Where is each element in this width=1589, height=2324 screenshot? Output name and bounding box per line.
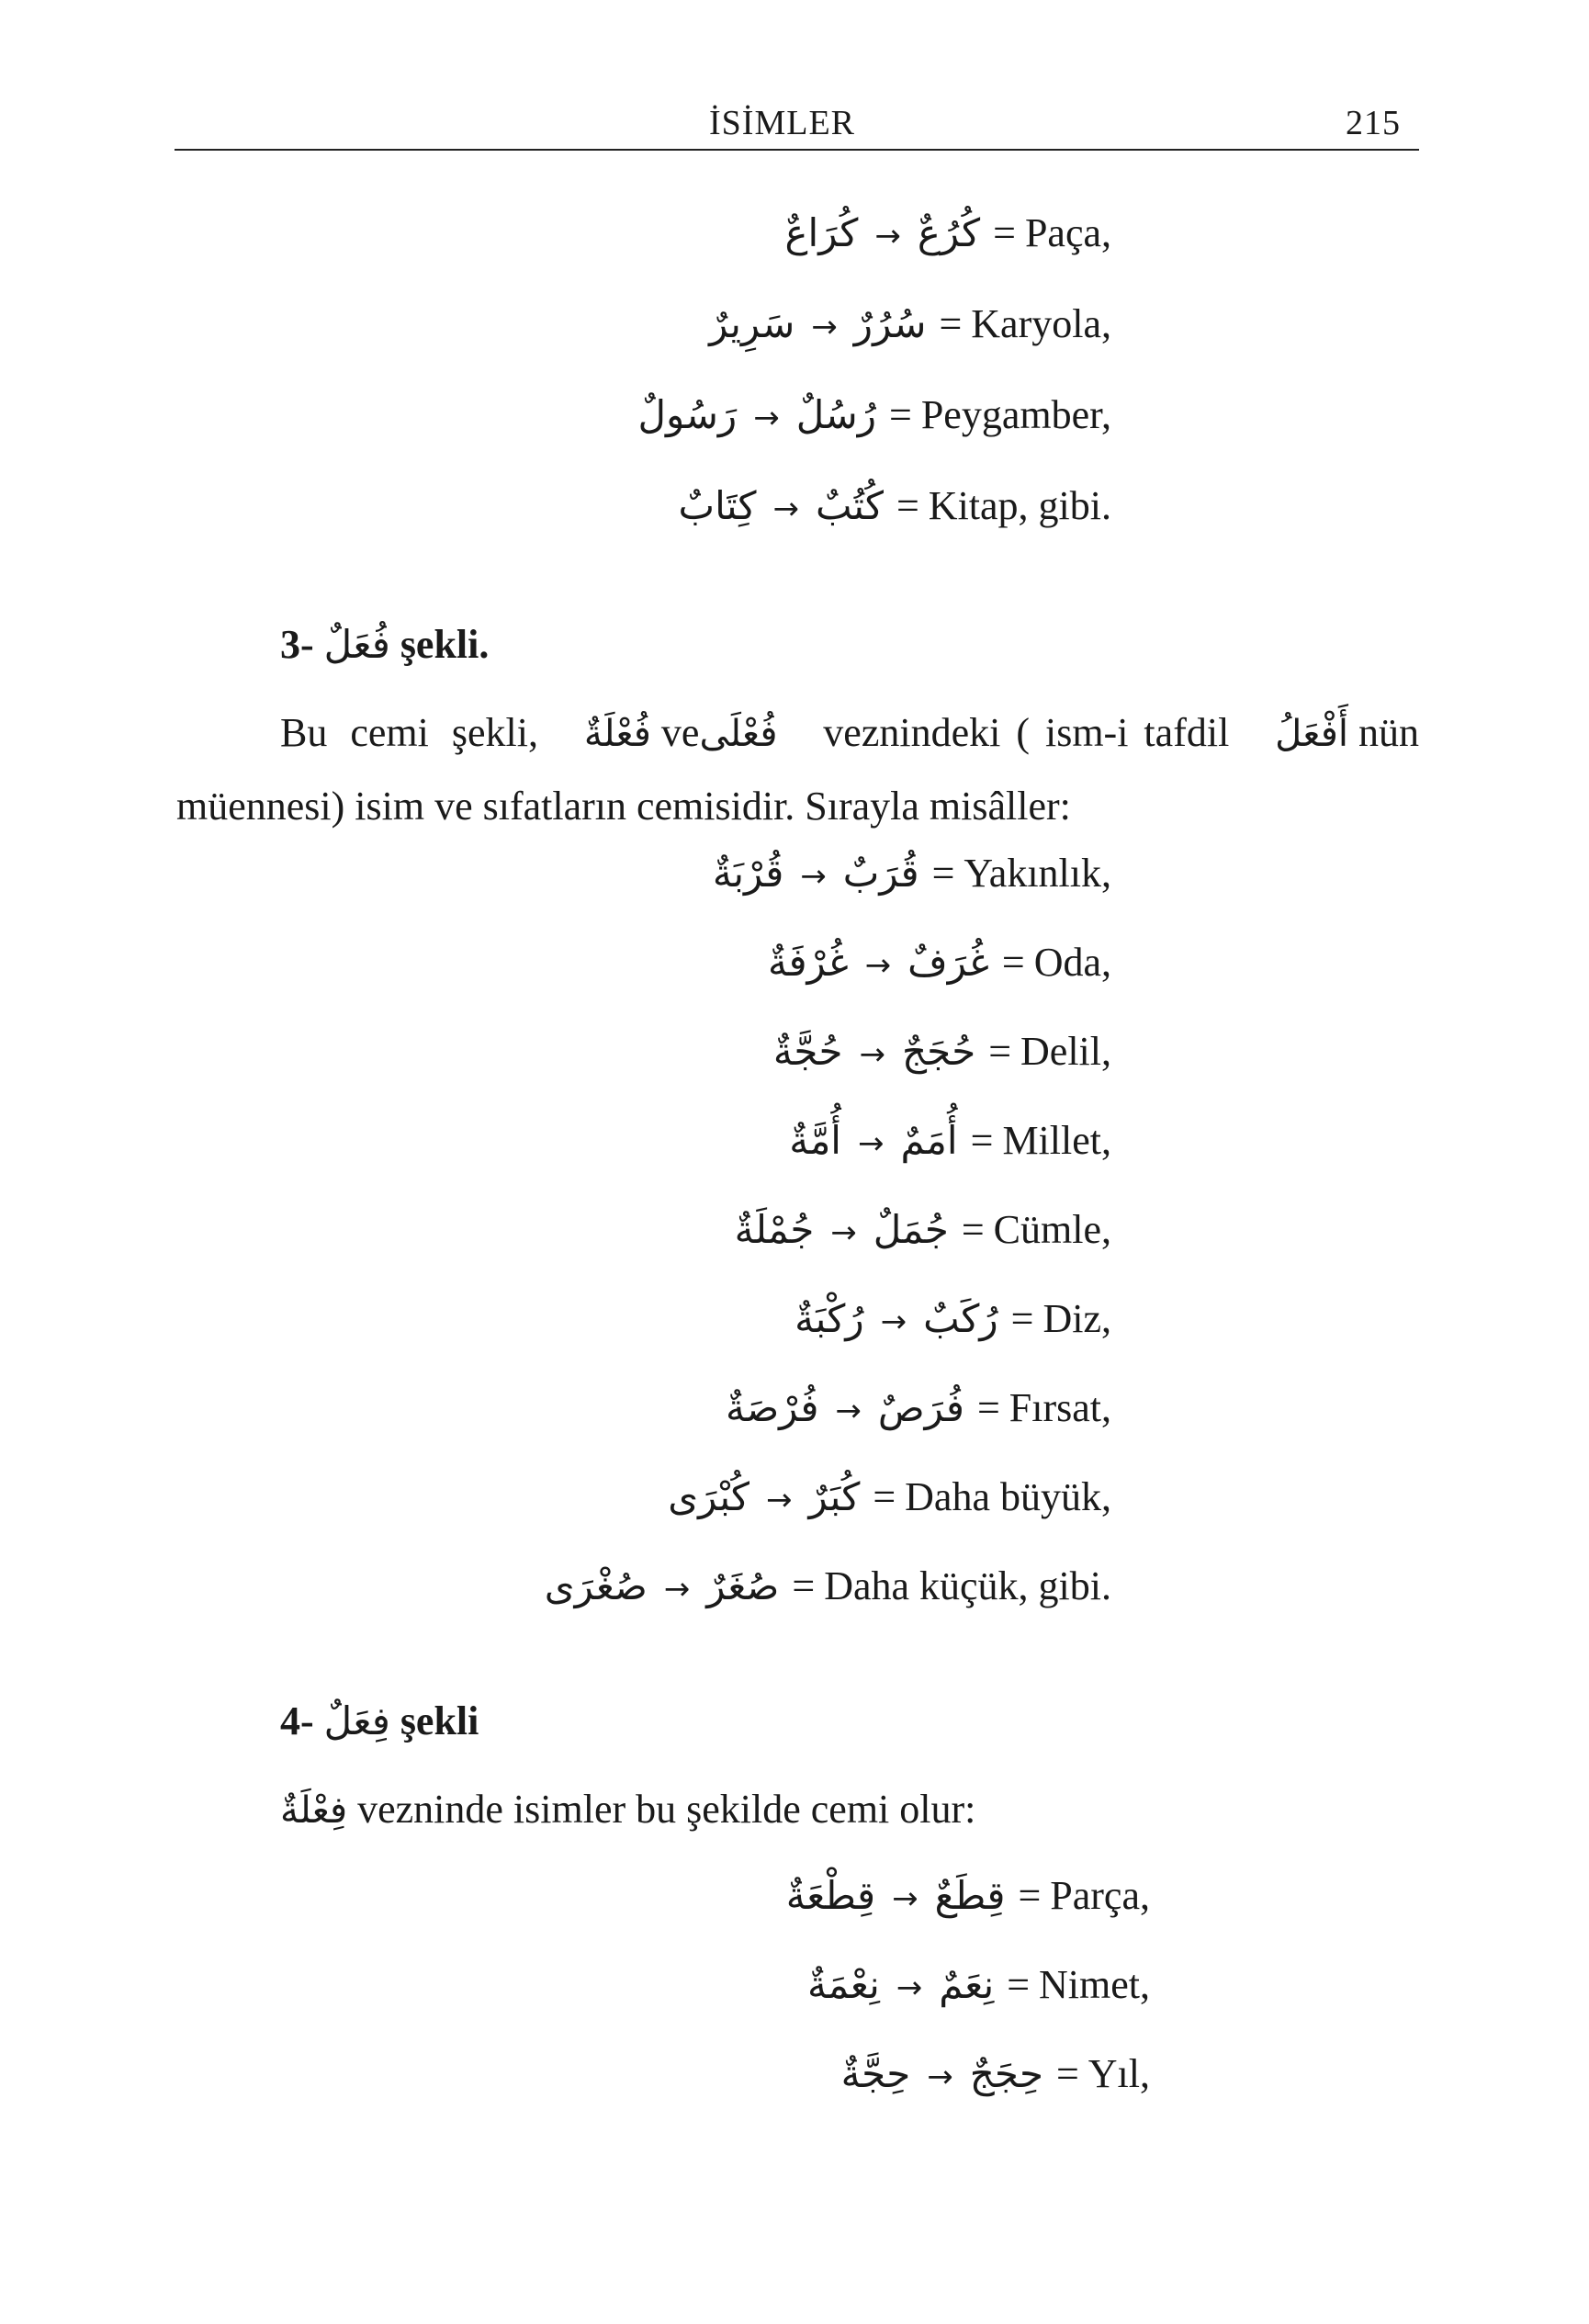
equals-sign: = — [888, 392, 912, 437]
pattern-word: فُعْلَةٌ — [583, 713, 651, 755]
arrow-icon: → — [880, 1303, 907, 1340]
singular-word: جُمْلَةٌ — [734, 1207, 815, 1252]
plural-word: قِطَعٌ — [934, 1873, 1006, 1918]
example-row — [773, 1028, 1111, 1075]
section-number: 3- — [280, 622, 314, 667]
meaning: Delil, — [1020, 1029, 1111, 1074]
example-row — [638, 391, 1111, 438]
arrow-icon: → — [874, 218, 901, 254]
section-number: 4- — [280, 1698, 314, 1743]
section-3-paragraph-line-2: müennesi) isim ve sıfatların cemisidir. Sırayla misâller: — [176, 784, 1071, 829]
plural-word: رُسُلٌ — [795, 392, 876, 437]
meaning: Yakınlık, — [964, 851, 1111, 896]
section-3-heading — [280, 621, 489, 668]
arrow-icon: → — [765, 1482, 793, 1518]
singular-word: رُكْبَةٌ — [794, 1296, 864, 1341]
equals-sign: = — [993, 210, 1016, 255]
singular-word: صُغْرَى — [544, 1563, 648, 1608]
example-row — [726, 1384, 1111, 1431]
equals-sign: = — [961, 1207, 985, 1252]
singular-word: غُرْفَةٌ — [767, 940, 849, 985]
meaning: Daha küçük, gibi. — [824, 1563, 1111, 1608]
pattern-word: فُعَلٌ — [323, 622, 390, 667]
equals-sign: = — [896, 483, 919, 528]
plural-word: غُرَفٌ — [907, 940, 989, 985]
meaning: Parça, — [1050, 1873, 1150, 1918]
example-row — [786, 1872, 1150, 1919]
singular-word: قُرْبَةٌ — [712, 851, 784, 896]
equals-sign: = — [988, 1029, 1012, 1074]
arrow-icon: → — [830, 1214, 857, 1251]
example-row — [679, 482, 1111, 529]
arrow-icon: → — [753, 400, 780, 436]
plural-word: كُتُبٌ — [816, 483, 884, 528]
example-row — [735, 1206, 1111, 1253]
singular-word: نِعْمَةٌ — [807, 1962, 880, 2007]
plural-word: كُرُعٌ — [917, 210, 981, 255]
running-header-title: İSİMLER — [709, 104, 855, 142]
plural-word: كُبَرٌ — [808, 1474, 861, 1519]
equals-sign: = — [1010, 1296, 1034, 1341]
example-row — [841, 2050, 1150, 2097]
singular-word: قِطْعَةٌ — [785, 1873, 876, 1918]
section-4-heading — [280, 1698, 479, 1744]
singular-word: أُمَّةٌ — [789, 1118, 841, 1163]
meaning: Nimet, — [1039, 1962, 1150, 2007]
singular-word: رَسُولٌ — [637, 392, 738, 437]
pattern-word: فِعْلَةٌ — [280, 1789, 348, 1832]
arrow-icon: → — [800, 858, 827, 895]
plural-word: أُمَمٌ — [900, 1118, 958, 1163]
meaning: Diz, — [1042, 1296, 1111, 1341]
singular-word: سَرِيرٌ — [709, 301, 795, 346]
section-label: şekli — [400, 1698, 479, 1743]
plural-word: حُجَجٌ — [902, 1029, 976, 1074]
example-row — [784, 209, 1111, 256]
plural-word: نِعَمٌ — [939, 1962, 995, 2007]
example-row — [794, 1295, 1111, 1342]
equals-sign: = — [976, 1385, 1000, 1430]
equals-sign: = — [970, 1118, 994, 1163]
example-row — [713, 850, 1111, 897]
meaning: Kitap, gibi. — [928, 483, 1111, 528]
example-row — [545, 1562, 1111, 1609]
plural-word: سُرُرٌ — [853, 301, 927, 346]
paragraph-text: nün — [1358, 710, 1419, 755]
paragraph-text: ve — [660, 710, 700, 755]
singular-word: حِجَّةٌ — [840, 2051, 911, 2096]
section-4-paragraph — [280, 1786, 975, 1833]
plural-word: حِجَجٌ — [969, 2051, 1043, 2096]
plural-word: صُغَرٌ — [706, 1563, 780, 1608]
plural-word: قُرَبٌ — [842, 851, 919, 896]
meaning: Paça, — [1024, 210, 1111, 255]
paragraph-text: vezninde isimler bu şekilde cemi olur: — [357, 1787, 976, 1832]
singular-word: فُرْصَةٌ — [725, 1385, 819, 1430]
meaning: Fırsat, — [1009, 1385, 1111, 1430]
meaning: Karyola, — [971, 301, 1111, 346]
singular-word: حُجَّةٌ — [772, 1029, 843, 1074]
arrow-icon: → — [835, 1393, 862, 1429]
equals-sign: = — [792, 1563, 816, 1608]
singular-word: كُرَاعٌ — [784, 210, 859, 255]
arrow-icon: → — [857, 1125, 885, 1162]
arrow-icon: → — [772, 491, 800, 527]
meaning: Oda, — [1033, 940, 1111, 985]
equals-sign: = — [1055, 2051, 1079, 2096]
equals-sign: = — [1018, 1873, 1042, 1918]
example-row — [709, 300, 1111, 347]
pattern-word: فِعَلٌ — [323, 1698, 390, 1743]
section-3-paragraph-line-1 — [280, 709, 1419, 756]
header-rule — [175, 149, 1419, 151]
arrow-icon: → — [927, 2059, 953, 2095]
equals-sign: = — [931, 851, 955, 896]
pattern-word: أَفْعَلُ — [1275, 713, 1348, 755]
paragraph-text: veznindeki ( ism-i tafdil — [823, 710, 1230, 755]
meaning: Cümle, — [993, 1207, 1111, 1252]
paragraph-text: Bu cemi şekli, — [280, 710, 538, 755]
section-label: şekli. — [400, 622, 490, 667]
arrow-icon: → — [892, 1880, 918, 1917]
plural-word: رُكَبٌ — [923, 1296, 998, 1341]
arrow-icon: → — [864, 947, 892, 984]
example-row — [768, 939, 1111, 986]
meaning: Daha büyük, — [905, 1474, 1111, 1519]
singular-word: كِتَابٌ — [678, 483, 757, 528]
pattern-word: فُعْلَى — [699, 713, 778, 755]
equals-sign: = — [939, 301, 963, 346]
example-row — [668, 1473, 1111, 1520]
singular-word: كُبْرَى — [668, 1474, 749, 1519]
example-row — [807, 1961, 1150, 2008]
arrow-icon: → — [859, 1036, 885, 1073]
plural-word: فُرَصٌ — [877, 1385, 964, 1430]
arrow-icon: → — [896, 1969, 923, 2006]
page-number: 215 — [1346, 104, 1401, 142]
meaning: Millet, — [1002, 1118, 1111, 1163]
meaning: Yıl, — [1088, 2051, 1150, 2096]
arrow-icon: → — [811, 309, 838, 345]
equals-sign: = — [1007, 1962, 1031, 2007]
example-row — [789, 1117, 1111, 1164]
equals-sign: = — [873, 1474, 896, 1519]
plural-word: جُمَلٌ — [873, 1207, 949, 1252]
meaning: Peygamber, — [920, 392, 1111, 437]
equals-sign: = — [1001, 940, 1025, 985]
arrow-icon: → — [663, 1571, 691, 1608]
